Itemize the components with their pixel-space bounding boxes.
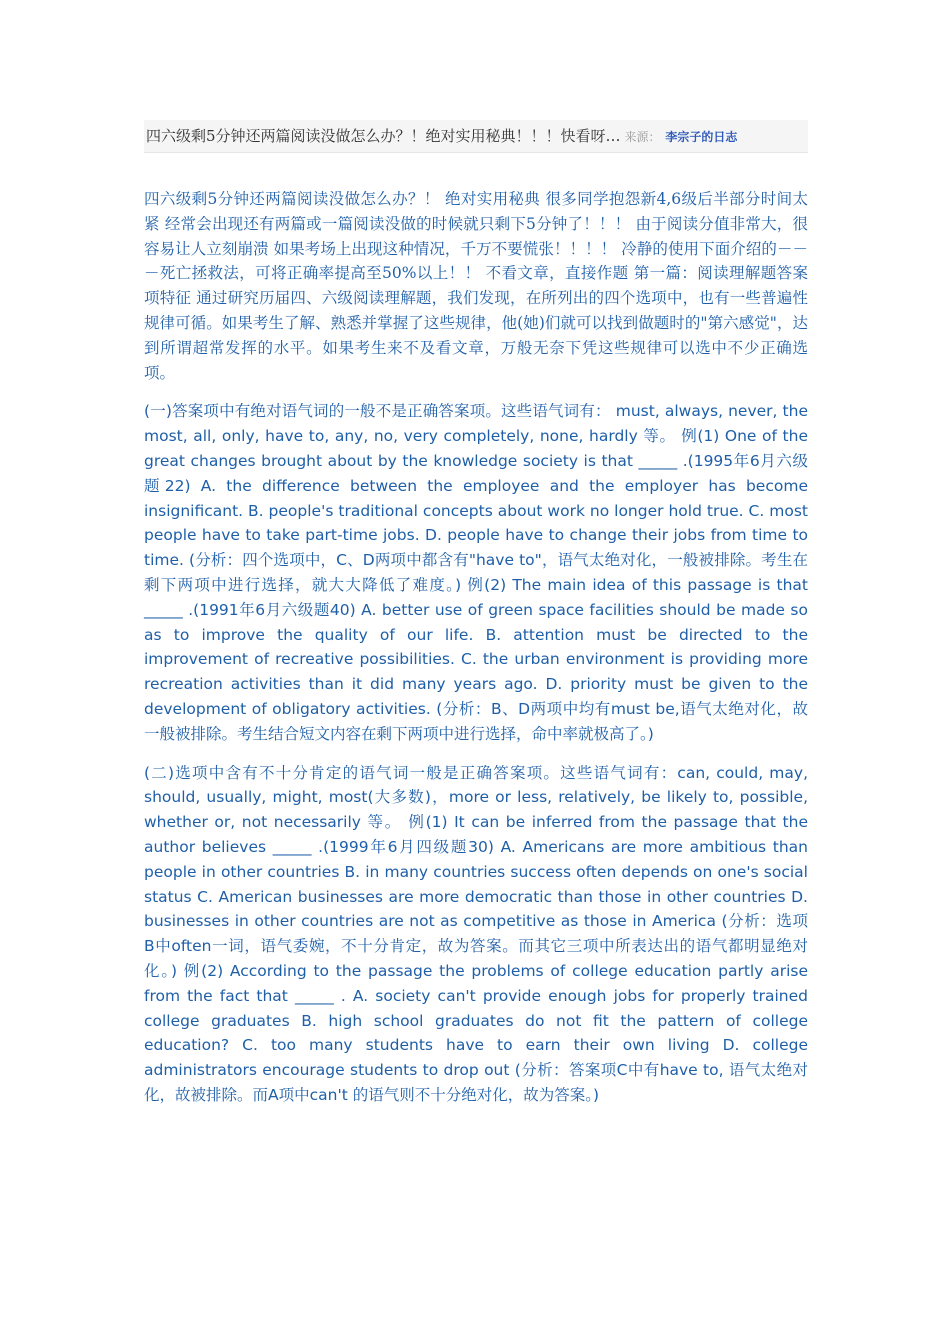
section-2-paragraph: (二)选项中含有不十分肯定的语气词一般是正确答案项。这些语气词有：can, could, may, should, usually, might, most(大多数)，more or less, relatively, be likely to, possible, whether or, not necessarily 等。 例(1) It can be inferred from the passage that the author believes _____ .(1999年6月四级题30) A. Americans are more ambitious than people in other countries B. in many countries success often depends on one's social status C. American businesses are more democratic than those in other countries D. businesses in other countries are not as competitive as those in America (分析：选项B中often一词，语气委婉，不十分肯定，故为答案。而其它三项中所表达出的语气都明显绝对化。) 例(2) According to the passage the problems of college education partly arise from the fact that _____ . A. society can't provide enough jobs for properly trained college graduates B. high school graduates do not fit the pattern of college education? C. too many students have to earn their own living D. college administrators encourage students to drop out (分析：答案项C中有have to, 语气太绝对化，故被排除。而A项中can't 的语气则不十分绝对化，故为答案。): [144, 763, 808, 1104]
document-page: [144, 120, 808, 1108]
author-blog-link[interactable]: 李宗子的日志: [665, 130, 738, 144]
source-label: 来源：: [624, 130, 661, 144]
intro-paragraph: 四六级剩5分钟还两篇阅读没做怎么办？！ 绝对实用秘典 很多同学抱怨新4,6级后半部分时间太紧 经常会出现还有两篇或一篇阅读没做的时候就只剩下5分钟了！！！ 由于阅读分值非常大，很容易让人立刻崩溃 如果考场上出现这种情况，千万不要慌张！！！！ 冷静的使用下面介绍的－－－死亡拯救法，可将正确率提高至50%以上！！ 不看文章，直接作题 第一篇：阅读理解题答案项特征 通过研究历届四、六级阅读理解题，我们发现，在所列出的四个选项中，也有一些普遍性规律可循。如果考生了解、熟悉并掌握了这些规律，他(她)们就可以找到做题时的"第六感觉"，达到所谓超常发挥的水平。如果考生来不及看文章，万般无奈下凭这些规律可以选中不少正确选项。: [144, 190, 808, 382]
article-header: [144, 120, 808, 153]
article-title: 四六级剩5分钟还两篇阅读没做怎么办？！绝对实用秘典！！！快看呀…: [146, 127, 621, 145]
section-1-paragraph: (一)答案项中有绝对语气词的一般不是正确答案项。这些语气词有： must, always, never, the most, all, only, have to, any, no, very completely, none, hardly 等。 例(1) One of the great changes brought about by the knowledge society is that _____ .(1995年6月六级题22) A. the difference between the employee and the employer has become insignificant. B. people's traditional concepts about work no longer hold true. C. most people have to take part-time jobs. D. people have to change their jobs from time to time. (分析：四个选项中，C、D两项中都含有"have to"，语气太绝对化，一般被排除。考生在剩下两项中进行选择，就大大降低了难度。) 例(2) The main idea of this passage is that _____ .(1991年6月六级题40) A. better use of green space facilities should be made so as to improve the quality of our life. B. attention must be directed to the improvement of recreative possibilities. C. the urban environment is providing more recreation activities than it did many years ago. D. priority must be given to the development of obligatory activities. (分析：B、D两项中均有must be,语气太绝对化，故一般被排除。考生结合短文内容在剩下两项中进行选择，命中率就极高了。): [144, 402, 808, 743]
